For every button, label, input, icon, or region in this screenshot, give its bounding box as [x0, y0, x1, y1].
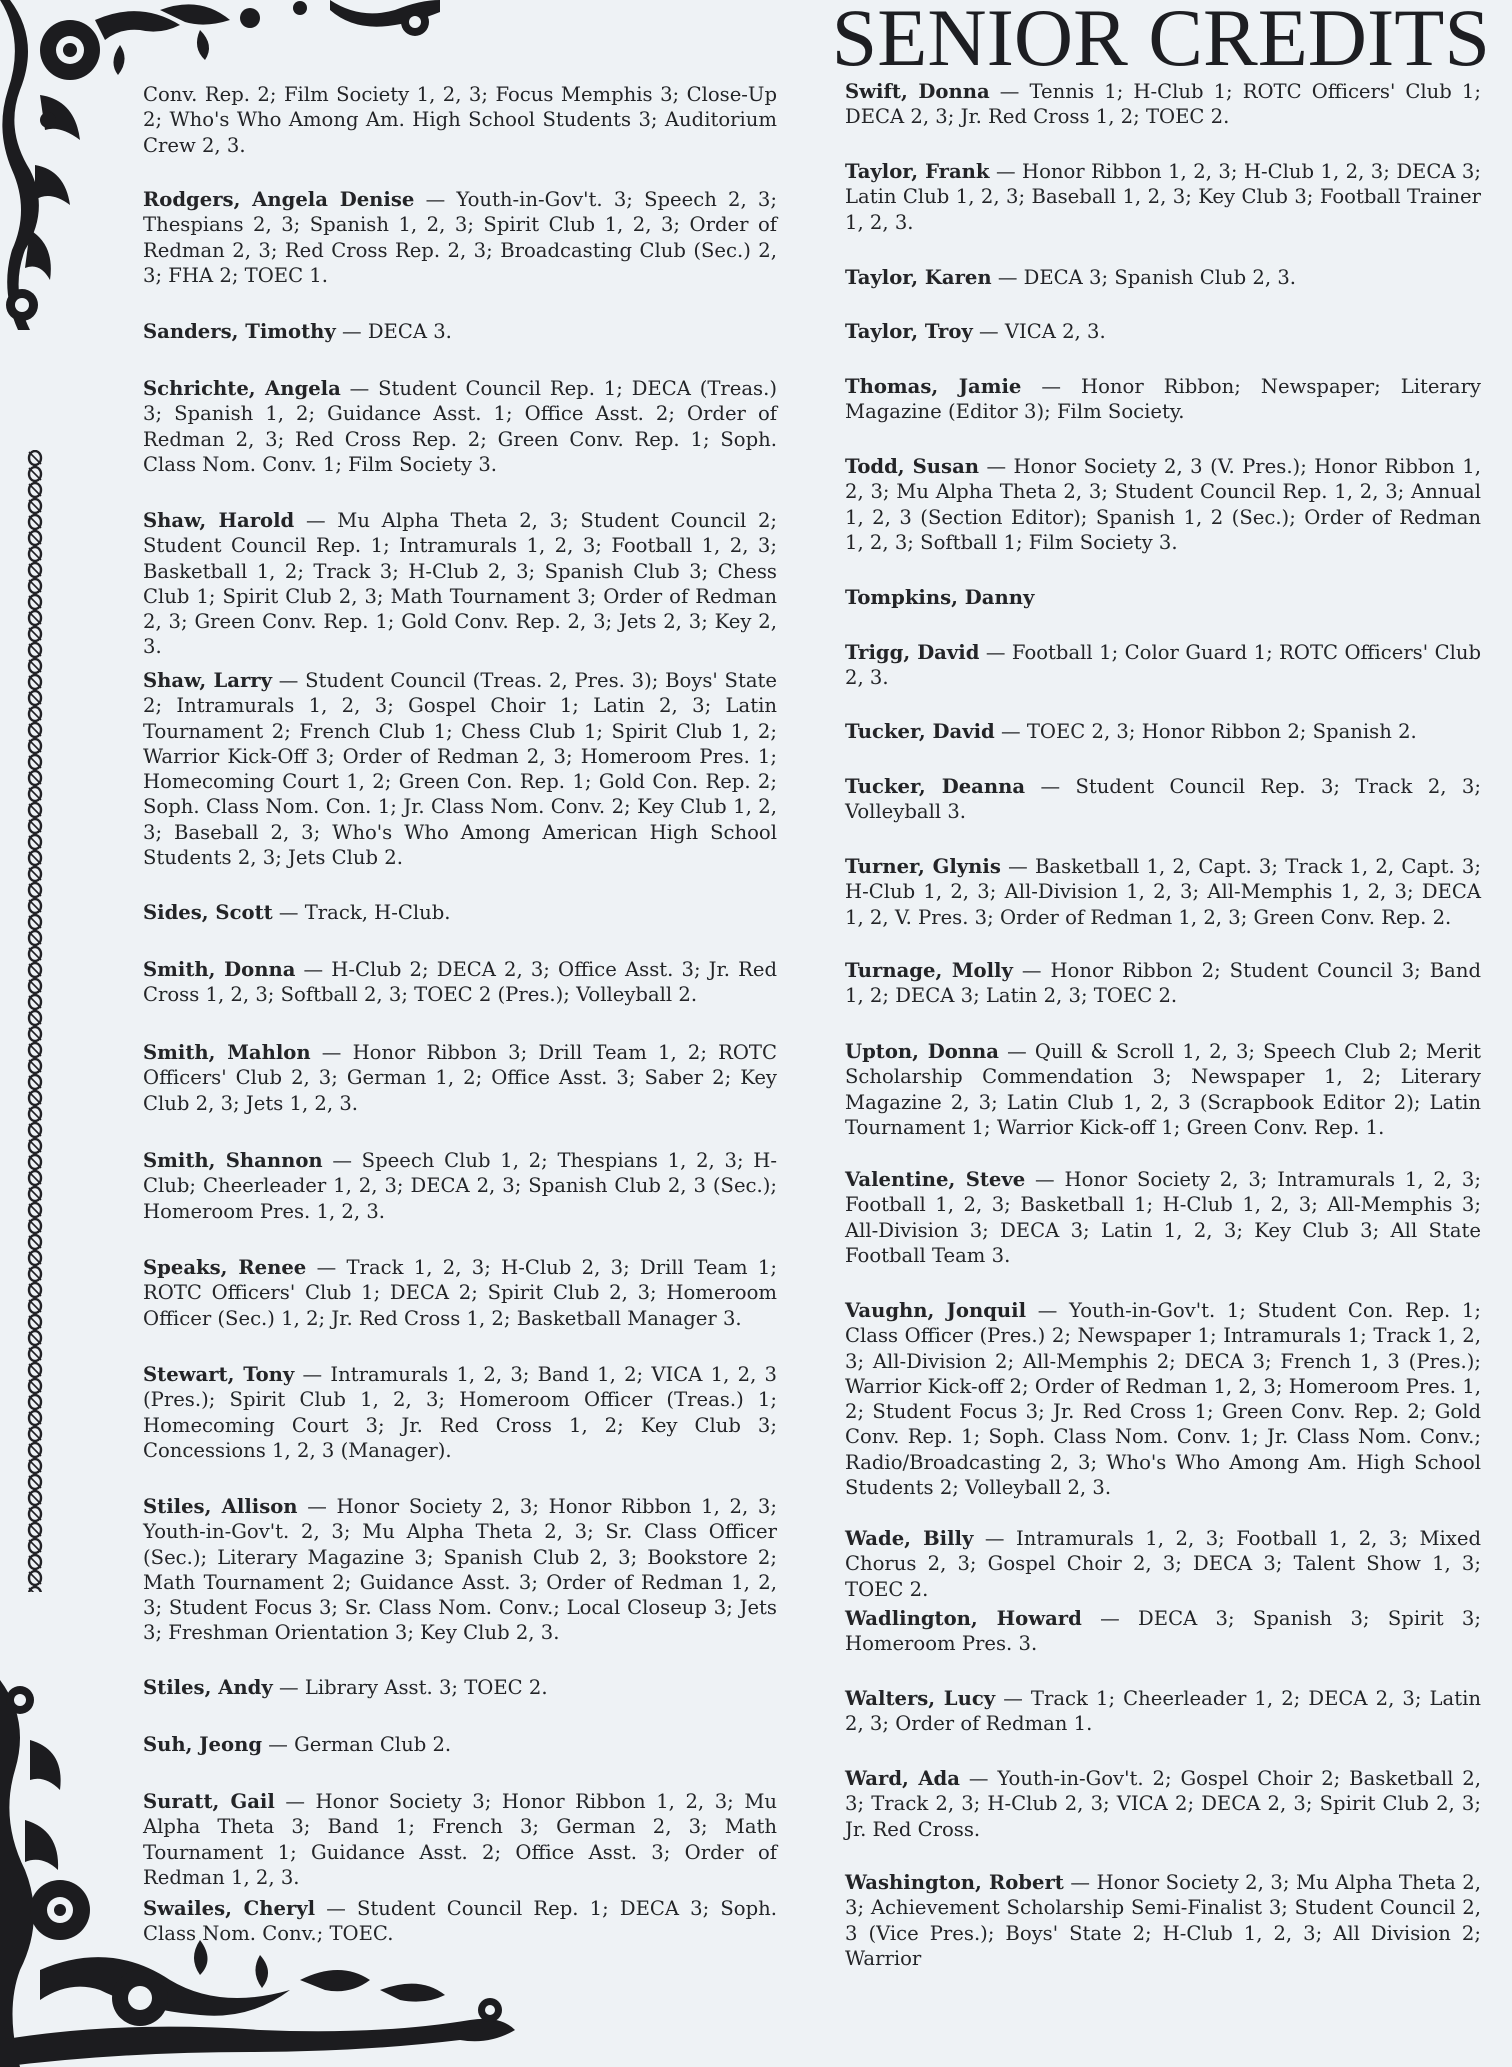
student-name: Thomas, Jamie [845, 375, 1022, 398]
student-credits: — German Club 2. [262, 1733, 452, 1756]
student-credits: — Honor Society 2, 3; Honor Ribbon 1, 2, 3; Youth-in-Gov't. 2, 3; Mu Alpha Theta 2, 3; Sr. Class Officer (Sec.); Literary Magazine 3; Spanish Club 2, 3; Bookstore 2; Math Tournament 2; Guidance Asst. 3; Order of Redman 1, 2, 3; Student Focus 3; Sr. Class Nom. Conv.; Local Closeup 3; Jets 3; Freshman Orientation 3; Key Club 2, 3. [143, 1495, 777, 1645]
credit-entry [143, 1040, 777, 1116]
student-credits: — VICA 2, 3. [972, 320, 1106, 343]
credit-entry [845, 1766, 1481, 1842]
student-name: Turner, Glynis [845, 855, 1001, 878]
credit-entry [143, 957, 777, 1008]
credit-entry [143, 1494, 777, 1646]
page-title: SENIOR CREDITS [831, 0, 1490, 83]
credit-entry [143, 1732, 777, 1757]
credit-entry [845, 1870, 1481, 1971]
student-credits: — Football 1; Color Guard 1; ROTC Officers' Club 2, 3. [845, 641, 1481, 690]
credit-entry [143, 319, 777, 344]
chain-border-icon [24, 450, 46, 1592]
student-name: Smith, Shannon [143, 1149, 323, 1172]
credit-entry [845, 854, 1481, 930]
student-credits: — Honor Ribbon; Newspaper; Literary Magazine (Editor 3); Film Society. [845, 375, 1482, 424]
credit-entry [845, 1039, 1481, 1140]
student-name: Tucker, David [845, 720, 995, 743]
student-name: Ward, Ada [845, 1767, 960, 1790]
credit-entry [845, 1298, 1481, 1500]
student-name: Washington, Robert [845, 1871, 1064, 1894]
student-credits: — Student Council Rep. 3; Track 2, 3; Volleyball 3. [845, 775, 1481, 824]
credit-entry [143, 1675, 777, 1700]
student-credits: — Track 1, 2, 3; H-Club 2, 3; Drill Team 1; ROTC Officers' Club 1; DECA 2; Spirit Club 2, 3; Homeroom Officer (Sec.) 1, 2; Jr. Red Cross 1, 2; Basketball Manager 3. [143, 1256, 777, 1330]
credit-entry [143, 1148, 777, 1224]
student-credits: — Youth-in-Gov't. 3; Speech 2, 3; Thespians 2, 3; Spanish 1, 2, 3; Spirit Club 1, 2, 3; Order of Redman 2, 3; Red Cross Rep. 2, 3; Broadcasting Club (Sec.) 2, 3; FHA 2; TOEC 1. [143, 188, 777, 287]
student-credits: — Honor Society 2, 3; Intramurals 1, 2, 3; Football 1, 2, 3; Basketball 1; H-Club 1, 2, 3; All-Memphis 3; All-Division 3; DECA 3; Latin 1, 2, 3; Key Club 3; All State Football Team 3. [845, 1168, 1482, 1267]
student-name: Wade, Billy [845, 1527, 974, 1550]
student-credits: — DECA 3. [335, 320, 452, 343]
student-credits: — Track, H-Club. [272, 901, 451, 924]
student-credits: — DECA 3; Spanish 3; Spirit 3; Homeroom Pres. 3. [845, 1607, 1481, 1656]
credit-entry [845, 1526, 1481, 1602]
student-name: Suh, Jeong [143, 1733, 263, 1756]
credit-entry [143, 900, 777, 925]
credit-entry [143, 82, 777, 158]
student-name: Sides, Scott [143, 901, 273, 924]
student-name: Stiles, Allison [143, 1495, 298, 1518]
credit-entry [143, 1789, 777, 1890]
student-name: Trigg, David [845, 641, 980, 664]
student-credits: — Honor Ribbon 3; Drill Team 1, 2; ROTC Officers' Club 2, 3; German 1, 2; Office Asst. 3; Saber 2; Key Club 2, 3; Jets 1, 2, 3. [143, 1041, 777, 1115]
student-credits: — DECA 3; Spanish Club 2, 3. [991, 266, 1297, 289]
credit-entry [143, 1362, 777, 1463]
student-name: Wadlington, Howard [845, 1607, 1082, 1630]
student-name: Smith, Donna [143, 958, 296, 981]
student-credits: — Honor Ribbon 1, 2, 3; H-Club 1, 2, 3; DECA 3; Latin Club 1, 2, 3; Baseball 1, 2, 3; Key Club 3; Football Trainer 1, 2, 3. [845, 160, 1481, 234]
student-name: Stiles, Andy [143, 1676, 273, 1699]
student-name: Upton, Donna [845, 1040, 999, 1063]
credit-entry [845, 585, 1481, 610]
credit-entry [845, 958, 1481, 1009]
credit-entry [845, 454, 1481, 555]
student-name: Turnage, Molly [845, 959, 1013, 982]
student-credits: — Student Council Rep. 1; DECA (Treas.) 3; Spanish 1, 2; Guidance Asst. 1; Office Asst. 2; Order of Redman 2, 3; Red Cross Rep. 2; Green Conv. Rep. 1; Soph. Class Nom. Conv. 1; Film Society 3. [143, 377, 777, 476]
student-name: Smith, Mahlon [143, 1041, 311, 1064]
credit-entry [845, 774, 1481, 825]
credit-entry [845, 1606, 1481, 1657]
student-name: Stewart, Tony [143, 1363, 295, 1386]
student-name: Suratt, Gail [143, 1790, 275, 1813]
student-credits: — Track 1; Cheerleader 1, 2; DECA 2, 3; Latin 2, 3; Order of Redman 1. [845, 1687, 1481, 1736]
credit-entry [845, 319, 1481, 344]
student-name: Schrichte, Angela [143, 377, 341, 400]
credit-entry [143, 187, 777, 288]
student-credits: — Mu Alpha Theta 2, 3; Student Council 2; Student Council Rep. 1; Intramurals 1, 2, 3; Football 1, 2, 3; Basketball 1, 2; Track 3; H-Club 2, 3; Spanish Club 3; Chess Club 1; Spirit Club 2, 3; Math Tournament 3; Order of Redman 2, 3; Green Conv. Rep. 1; Gold Conv. Rep. 2, 3; Jets 2, 3; Key 2, 3. [143, 509, 778, 659]
credit-entry [845, 79, 1481, 130]
student-credits: — Honor Society 2, 3 (V. Pres.); Honor Ribbon 1, 2, 3; Mu Alpha Theta 2, 3; Student Council Rep. 1, 2, 3; Annual 1, 2, 3 (Section Editor); Spanish 1, 2 (Sec.); Order of Redman 1, 2, 3; Softball 1; Film Society 3. [845, 455, 1481, 554]
student-name: Vaughn, Jonquil [845, 1299, 1027, 1322]
student-credits: Conv. Rep. 2; Film Society 1, 2, 3; Focus Memphis 3; Close-Up 2; Who's Who Among Am. High School Students 3; Auditorium Crew 2, 3. [143, 83, 777, 157]
student-credits: — Quill & Scroll 1, 2, 3; Speech Club 2; Merit Scholarship Commendation 3; Newspaper 1, 2; Literary Magazine 2, 3; Latin Club 1, 2, 3 (Scrapbook Editor 2); Latin Tournament 1; Warrior Kick-off 1; Green Conv. Rep. 1. [845, 1040, 1482, 1139]
student-credits: — Tennis 1; H-Club 1; ROTC Officers' Club 1; DECA 2, 3; Jr. Red Cross 1, 2; TOEC 2. [845, 80, 1481, 129]
student-credits: — Basketball 1, 2, Capt. 3; Track 1, 2, Capt. 3; H-Club 1, 2, 3; All-Division 1, 2, 3; All-Memphis 1, 2, 3; DECA 1, 2, V. Pres. 3; Order of Redman 1, 2, 3; Green Conv. Rep. 2. [845, 855, 1481, 929]
student-name: Taylor, Frank [845, 160, 990, 183]
credit-entry [143, 1896, 777, 1947]
student-credits: — TOEC 2, 3; Honor Ribbon 2; Spanish 2. [994, 720, 1417, 743]
student-credits: — Speech Club 1, 2; Thespians 1, 2, 3; H-Club; Cheerleader 1, 2, 3; DECA 2, 3; Spanish Club 2, 3 (Sec.); Homeroom Pres. 1, 2, 3. [143, 1149, 777, 1223]
student-name: Todd, Susan [845, 455, 980, 478]
student-credits: — Intramurals 1, 2, 3; Football 1, 2, 3; Mixed Chorus 2, 3; Gospel Choir 2, 3; DECA 3; Talent Show 1, 3; TOEC 2. [845, 1527, 1481, 1601]
student-credits: — Youth-in-Gov't. 2; Gospel Choir 2; Basketball 2, 3; Track 2, 3; H-Club 2, 3; VICA 2; DECA 2, 3; Spirit Club 2, 3; Jr. Red Cross. [845, 1767, 1481, 1841]
credit-entry [143, 668, 777, 870]
student-name: Swailes, Cheryl [143, 1897, 316, 1920]
student-credits: — Intramurals 1, 2, 3; Band 1, 2; VICA 1, 2, 3 (Pres.); Spirit Club 1, 2, 3; Homeroom Officer (Treas.) 1; Homecoming Court 3; Jr. Red Cross 1, 2; Key Club 3; Concessions 1, 2, 3 (Manager). [143, 1363, 778, 1462]
student-name: Sanders, Timothy [143, 320, 336, 343]
student-name: Shaw, Larry [143, 669, 273, 692]
student-credits: — Library Asst. 3; TOEC 2. [272, 1676, 548, 1699]
student-name: Shaw, Harold [143, 509, 295, 532]
credit-entry [143, 508, 777, 660]
student-credits: — Honor Ribbon 2; Student Council 3; Band 1, 2; DECA 3; Latin 2, 3; TOEC 2. [845, 959, 1481, 1008]
student-name: Speaks, Renee [143, 1256, 307, 1279]
student-name: Taylor, Troy [845, 320, 973, 343]
credit-entry [845, 719, 1481, 744]
student-name: Valentine, Steve [845, 1168, 1026, 1191]
student-name: Taylor, Karen [845, 266, 992, 289]
student-credits: — Student Council Rep. 1; DECA 3; Soph. Class Nom. Conv.; TOEC. [143, 1897, 777, 1946]
credit-entry [845, 640, 1481, 691]
student-credits: — Student Council (Treas. 2, Pres. 3); Boys' State 2; Intramurals 1, 2, 3; Gospel Choir 1; Latin 2, 3; Latin Tournament 2; French Club 1; Chess Club 1; Spirit Club 1, 2; Warrior Kick-Off 3; Order of Redman 2, 3; Homeroom Pres. 1; Homecoming Court 1, 2; Green Con. Rep. 1; Gold Con. Rep. 2; Soph. Class Nom. Con. 1; Jr. Class Nom. Conv. 2; Key Club 1, 2, 3; Baseball 2, 3; Who's Who Among American High School Students 2, 3; Jets Club 2. [143, 669, 778, 870]
credit-entry [845, 374, 1481, 425]
credit-entry [845, 1686, 1481, 1737]
credit-entry [845, 265, 1481, 290]
credit-entry [845, 1167, 1481, 1268]
credit-entry [143, 1255, 777, 1331]
student-name: Tucker, Deanna [845, 775, 1026, 798]
student-credits: — H-Club 2; DECA 2, 3; Office Asst. 3; Jr. Red Cross 1, 2, 3; Softball 2, 3; TOEC 2 (Pres.); Volleyball 2. [143, 958, 778, 1007]
student-name: Swift, Donna [845, 80, 990, 103]
student-credits: — Youth-in-Gov't. 1; Student Con. Rep. 1; Class Officer (Pres.) 2; Newspaper 1; Intramurals 1; Track 1, 2, 3; All-Division 2; All-Memphis 2; DECA 3; French 1, 3 (Pres.); Warrior Kick-off 2; Order of Redman 1, 2, 3; Homeroom Pres. 1, 2; Student Focus 3; Jr. Red Cross 1; Green Conv. Rep. 2; Gold Conv. Rep. 1; Soph. Class Nom. Conv. 1; Jr. Class Nom. Conv.; Radio/Broadcasting 2, 3; Who's Who Among Am. High School Students 2; Volleyball 2, 3. [845, 1299, 1481, 1500]
student-name: Tompkins, Danny [845, 586, 1035, 609]
credit-entry [143, 376, 777, 477]
floral-ornament-top-icon [0, 0, 450, 340]
student-credits: — Honor Society 2, 3; Mu Alpha Theta 2, 3; Achievement Scholarship Semi-Finalist 3; Student Council 2, 3 (Vice Pres.); Boys' State 2; H-Club 1, 2, 3; All Division 2; Warrior [845, 1871, 1481, 1970]
student-name: Walters, Lucy [845, 1687, 996, 1710]
student-name: Rodgers, Angela Denise [143, 188, 415, 211]
student-credits: — Honor Society 3; Honor Ribbon 1, 2, 3; Mu Alpha Theta 3; Band 1; French 3; German 2, 3; Math Tournament 1; Guidance Asst. 2; Office Asst. 3; Order of Redman 1, 2, 3. [143, 1790, 777, 1889]
credit-entry [845, 159, 1481, 235]
